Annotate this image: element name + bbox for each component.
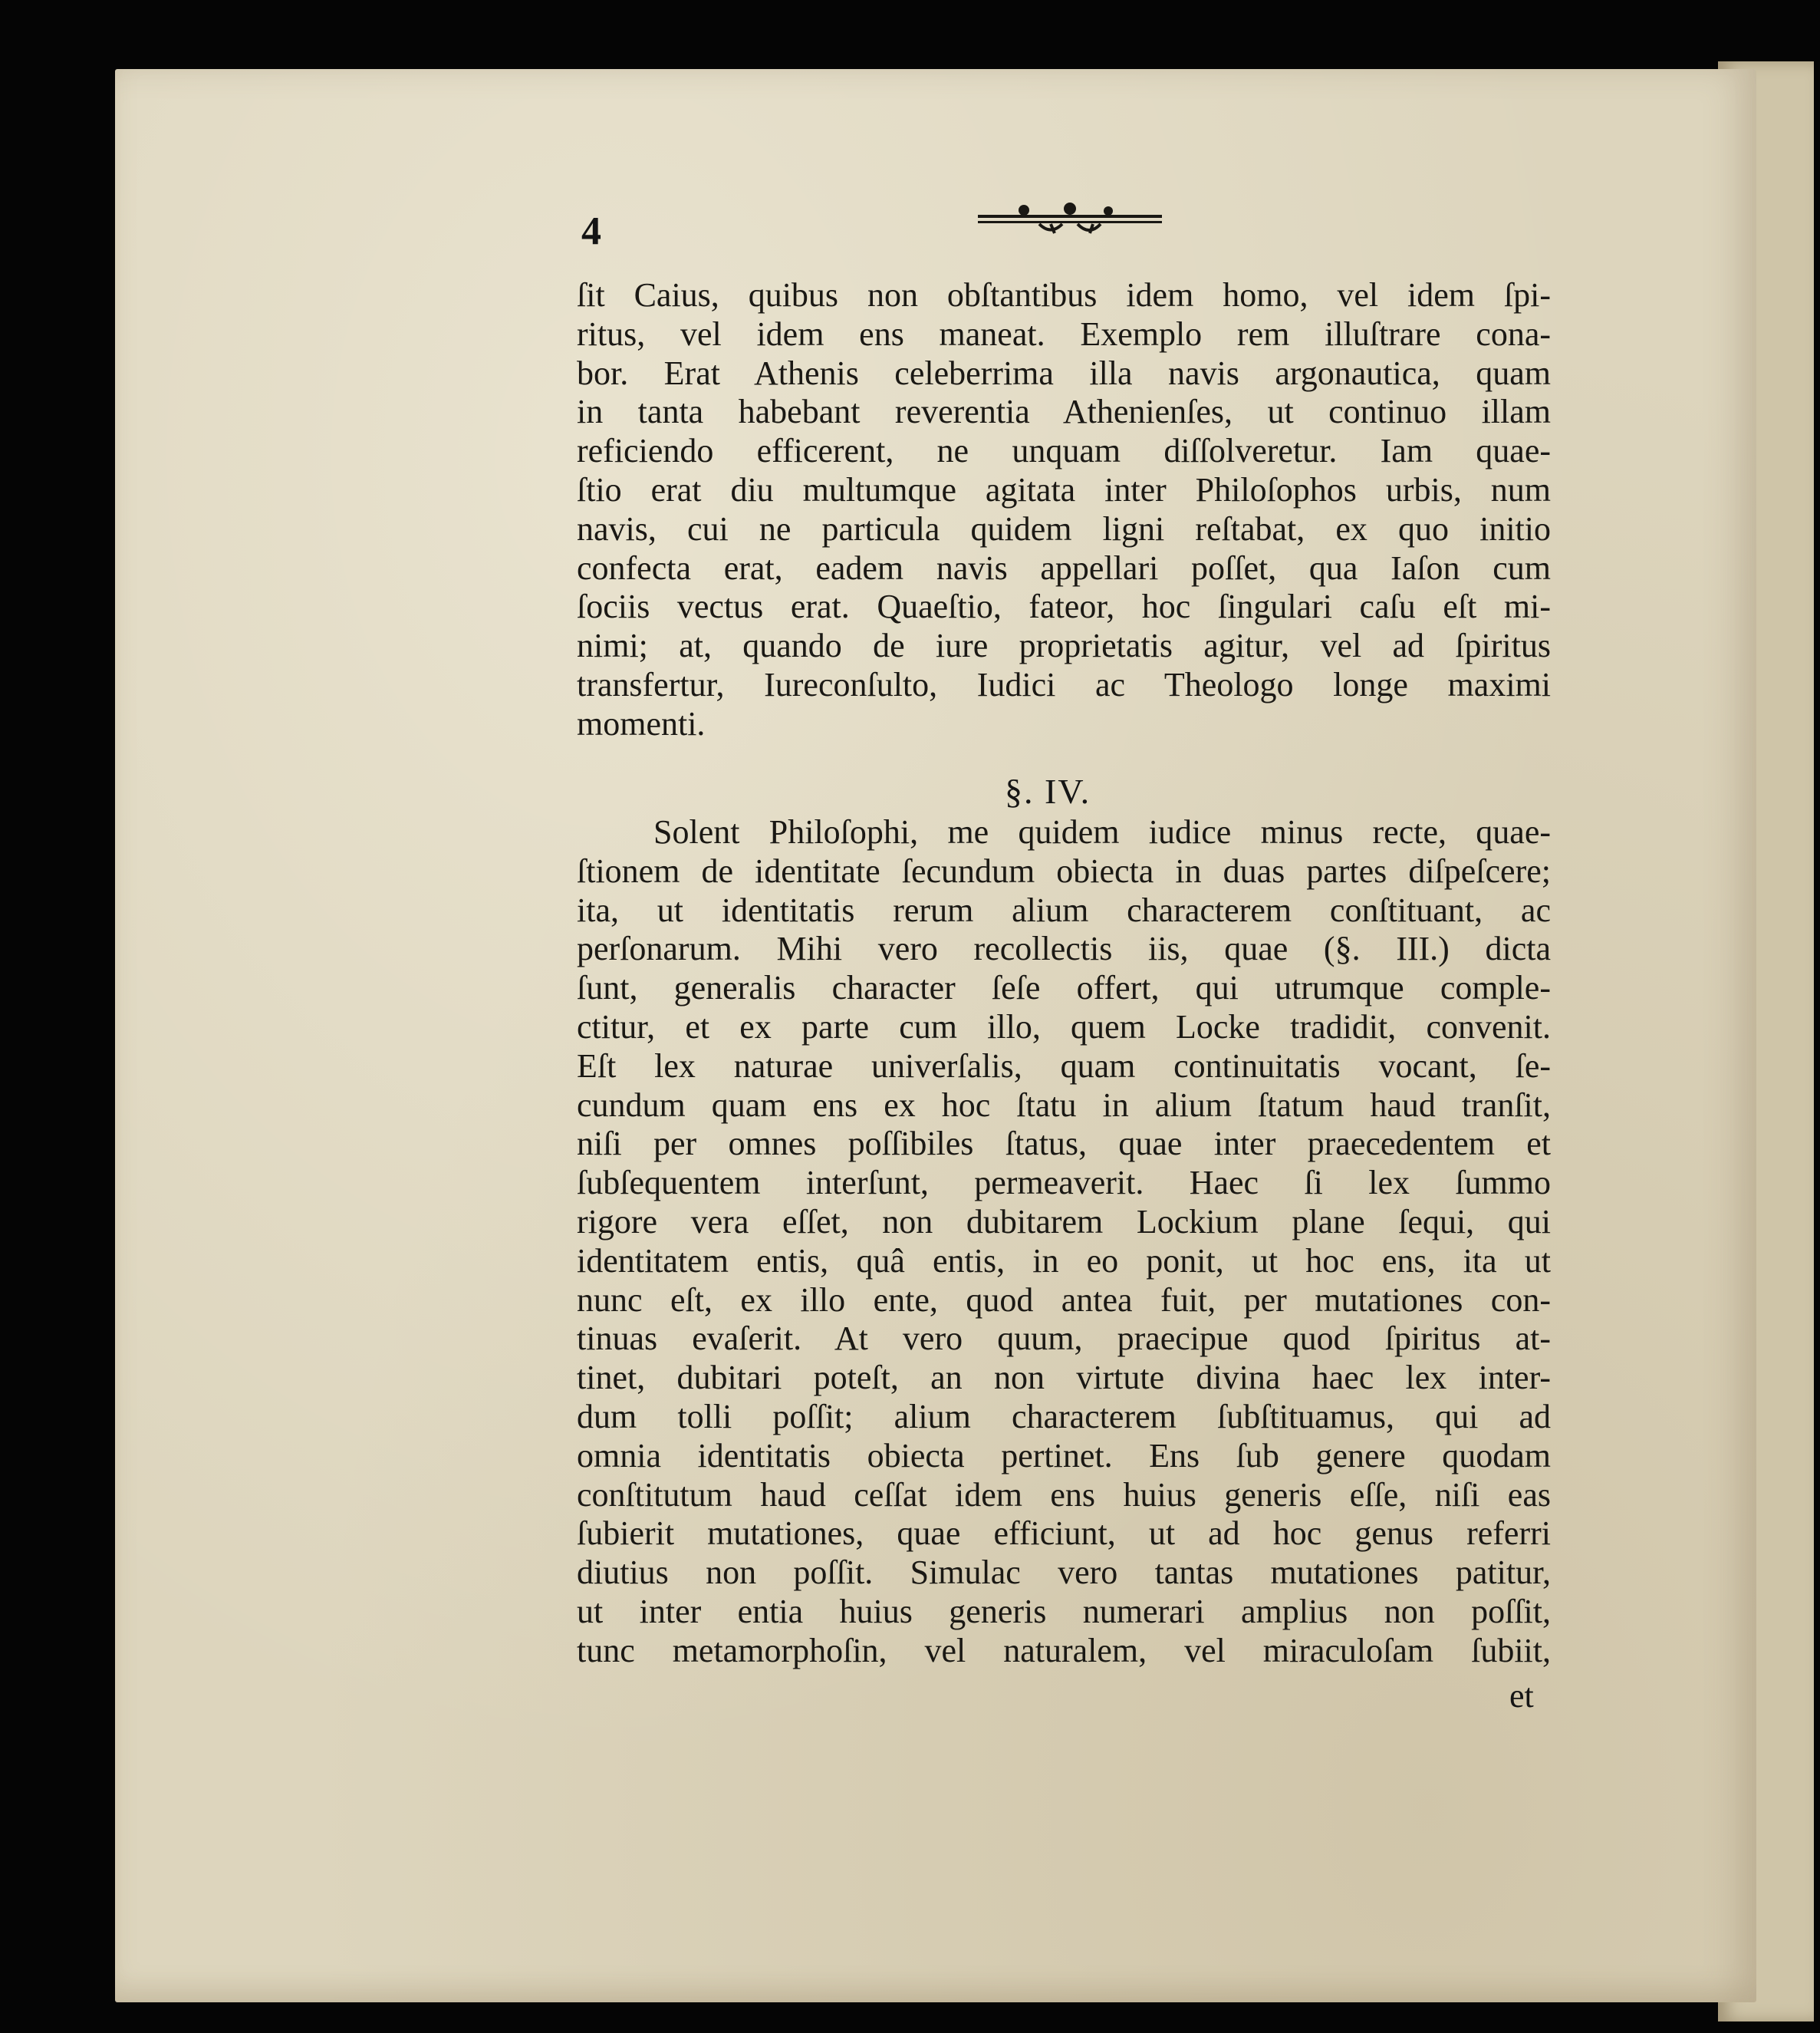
text-line: nunc eſt, ex illo ente, quod antea fuit, per mutationes con- xyxy=(577,1280,1551,1319)
paragraph-1 xyxy=(577,276,1551,744)
text-line: conſtitutum haud ceſſat idem ens huius generis eſſe, niſi eas xyxy=(577,1475,1551,1514)
text-line: ſunt, generalis character ſeſe offert, qui utrumque comple- xyxy=(577,969,1551,1007)
text-line: reficiendo efficerent, ne unquam diſſolveretur. Iam quae- xyxy=(577,432,1551,470)
text-line: diutius non poſſit. Simulac vero tantas mutationes patitur, xyxy=(577,1554,1551,1592)
text-line: ſociis vectus erat. Quaeſtio, fateor, hoc ſingulari caſu eſt mi- xyxy=(577,588,1551,626)
text-line: ut inter entia huius generis numerari amplius non poſſit, xyxy=(577,1592,1551,1630)
text-line: rigore vera eſſet, non dubitarem Lockium plane ſequi, qui xyxy=(577,1202,1551,1241)
text-line: ſit Caius, quibus non obſtantibus idem homo, vel idem ſpi- xyxy=(577,276,1551,314)
text-line: ctitur, et ex parte cum illo, quem Locke tradidit, convenit. xyxy=(577,1007,1551,1046)
text-line: momenti. xyxy=(577,704,706,743)
text-line: navis, cui ne particula quidem ligni reſtabat, ex quo initio xyxy=(577,509,1551,548)
text-line: tinuas evaſerit. At vero quum, praecipue quod ſpiritus at- xyxy=(577,1320,1551,1358)
text-line: ritus, vel idem ens maneat. Exemplo rem illuſtrare cona- xyxy=(577,315,1551,353)
text-line: tinet, dubitari poteſt, an non virtute divina haec lex inter- xyxy=(577,1359,1551,1397)
catchword: et xyxy=(1509,1677,1534,1715)
text-line: transfertur, Iureconſulto, Iudici ac Theologo longe maximi xyxy=(577,665,1551,703)
paragraph-2 xyxy=(577,813,1551,1671)
text-line: ſubſequentem interſunt, permeaverit. Haec ſi lex ſummo xyxy=(577,1164,1551,1202)
text-line: cundum quam ens ex hoc ſtatu in alium ſtatum haud tranſit, xyxy=(577,1086,1551,1124)
text-line: identitatem entis, quâ entis, in eo ponit, ut hoc ens, ita ut xyxy=(577,1241,1551,1280)
text-line: Solent Philoſophi, me quidem iudice minus recte, quae- xyxy=(653,813,1551,851)
text-line: niſi per omnes poſſibiles ſtatus, quae inter praecedentem et xyxy=(577,1125,1551,1163)
text-line: bor. Erat Athenis celeberrima illa navis argonautica, quam xyxy=(577,354,1551,392)
text-line: Eſt lex naturae univerſalis, quam continuitatis vocant, ſe- xyxy=(577,1046,1551,1085)
text-line: perſonarum. Mihi vero recollectis iis, quae (§. III.) dicta xyxy=(577,930,1551,968)
text-line: ita, ut identitatis rerum alium characterem conſtituant, ac xyxy=(577,891,1551,929)
text-line: tunc metamorphoſin, vel naturalem, vel miraculoſam ſubiit, xyxy=(577,1631,1551,1669)
section-heading: §. IV. xyxy=(1005,772,1091,811)
text-line: dum tolli poſſit; alium characterem ſubſtituamus, qui ad xyxy=(577,1397,1551,1435)
text-line: in tanta habebant reverentia Athenienſes, ut continuo illam xyxy=(577,393,1551,431)
printer-ornament-icon xyxy=(978,201,1162,239)
text-line: ſtio erat diu multumque agitata inter Philoſophos urbis, num xyxy=(577,470,1551,509)
text-line: omnia identitatis obiecta pertinet. Ens ſub genere quodam xyxy=(577,1436,1551,1475)
text-line: ſtionem de identitate ſecundum obiecta in duas partes diſpeſcere; xyxy=(577,852,1551,890)
text-line: confecta erat, eadem navis appellari poſſet, qua Iaſon cum xyxy=(577,549,1551,587)
page-number: 4 xyxy=(581,209,601,253)
text-line: nimi; at, quando de iure proprietatis agitur, vel ad ſpiritus xyxy=(577,627,1551,665)
text-line: ſubierit mutationes, quae efficiunt, ut ad hoc genus referri xyxy=(577,1514,1551,1553)
